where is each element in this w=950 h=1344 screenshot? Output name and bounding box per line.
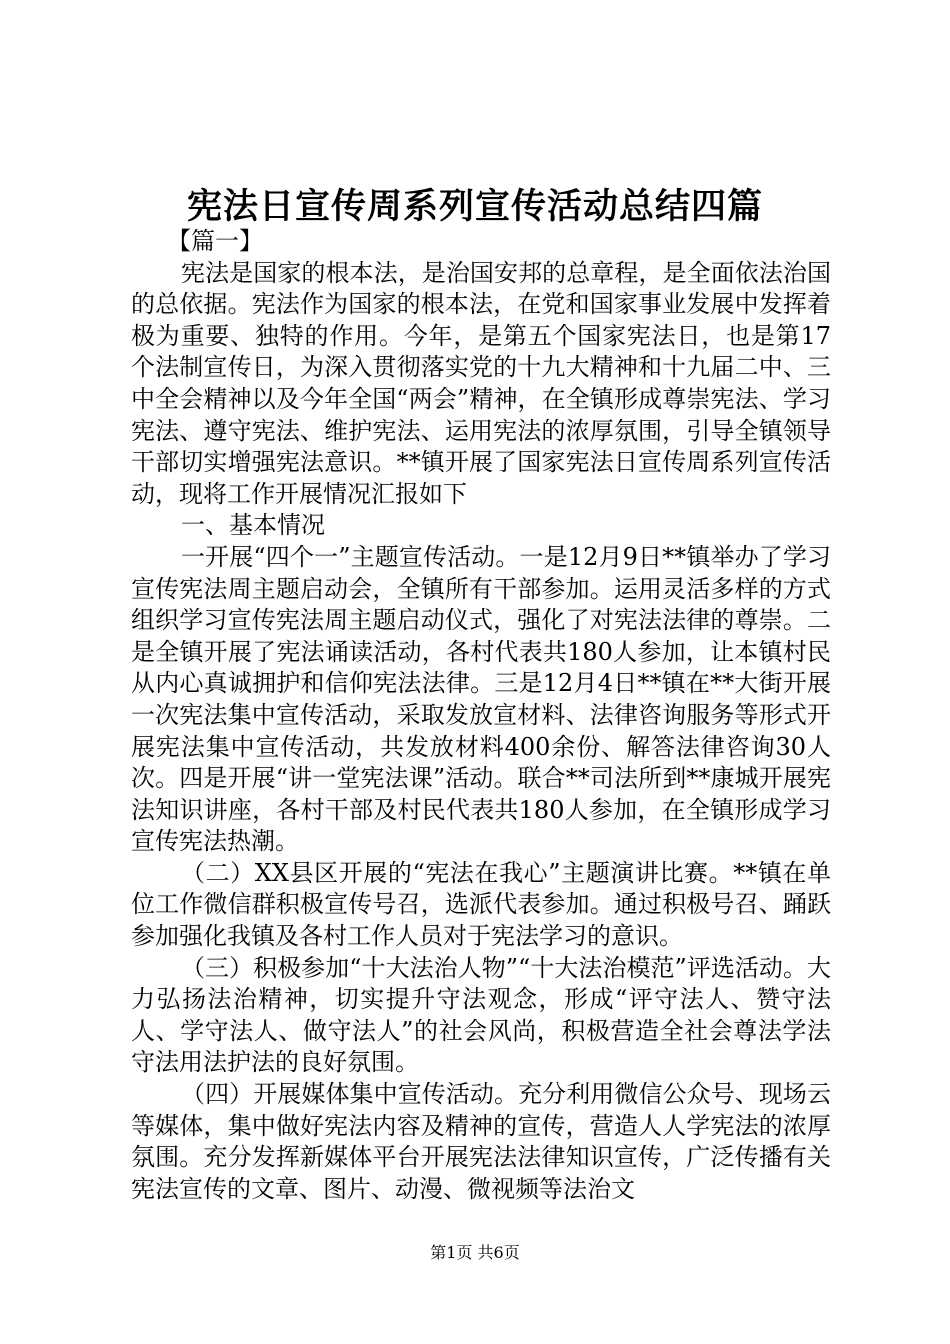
document-body (131, 226, 831, 1205)
paragraph-item-1: 一开展“四个一”主题宣传活动。一是12月9日**镇举办了学习宣传宪法周主题启动会，全镇所有干部参加。运用灵活多样的方式组织学习宣传宪法周主题启动仪式，强化了对宪法法律的尊崇。二是全镇开展了宪法诵读活动，各村代表共180人参加，让本镇村民从内心真诚拥护和信仰宪法法律。三是12月4日**镇在**大街开展一次宪法集中宣传活动，采取发放宣材料、法律咨询服务等形式开展宪法集中宣传活动，共发放材料400余份、解答法律咨询30人次。四是开展“讲一堂宪法课”活动。联合**司法所到**康城开展宪法知识讲座，各村干部及村民代表共180人参加，在全镇形成学习宣传宪法热潮。 (131, 542, 831, 856)
page-footer: 第1页 共6页 (430, 1243, 520, 1262)
section-label: 【篇一】 (167, 227, 263, 255)
paragraph-item-4: （四）开展媒体集中宣传活动。充分利用微信公众号、现场云等媒体，集中做好宪法内容及精神的宣传，营造人人学宪法的浓厚氛围。充分发挥新媒体平台开展宪法法律知识宣传，广泛传播有关宪法宣传的文章、图片、动漫、微视频等法治文 (131, 1080, 831, 1203)
paragraph-item-2: （二）XX县区开展的“宪法在我心”主题演讲比赛。**镇在单位工作微信群积极宣传号召，选派代表参加。通过积极号召、踊跃参加强化我镇及各村工作人员对于宪法学习的意识。 (131, 858, 831, 951)
paragraph-intro: 宪法是国家的根本法，是治国安邦的总章程，是全面依法治国的总依据。宪法作为国家的根本法，在党和国家事业发展中发挥着极为重要、独特的作用。今年，是第五个国家宪法日，也是第17个法制宣传日，为深入贯彻落实党的十九大精神和十九届二中、三中全会精神以及今年全国“两会”精神，在全镇形成尊崇宪法、学习宪法、遵守宪法、维护宪法、运用宪法的浓厚氛围，引导全镇领导干部切实增强宪法意识。**镇开展了国家宪法日宣传周系列宣传活动，现将工作开展情况汇报如下 (131, 258, 831, 508)
heading-basic-situation: 一、基本情况 (181, 511, 325, 540)
paragraph-item-3: （三）积极参加“十大法治人物”“十大法治模范”评选活动。大力弘扬法治精神，切实提升守法观念，形成“评守法人、赞守法人、学守法人、做守法人”的社会风尚，积极营造全社会尊法学法守法用法护法的良好氛围。 (131, 953, 831, 1077)
document-title: 宪法日宣传周系列宣传活动总结四篇 (186, 186, 763, 227)
